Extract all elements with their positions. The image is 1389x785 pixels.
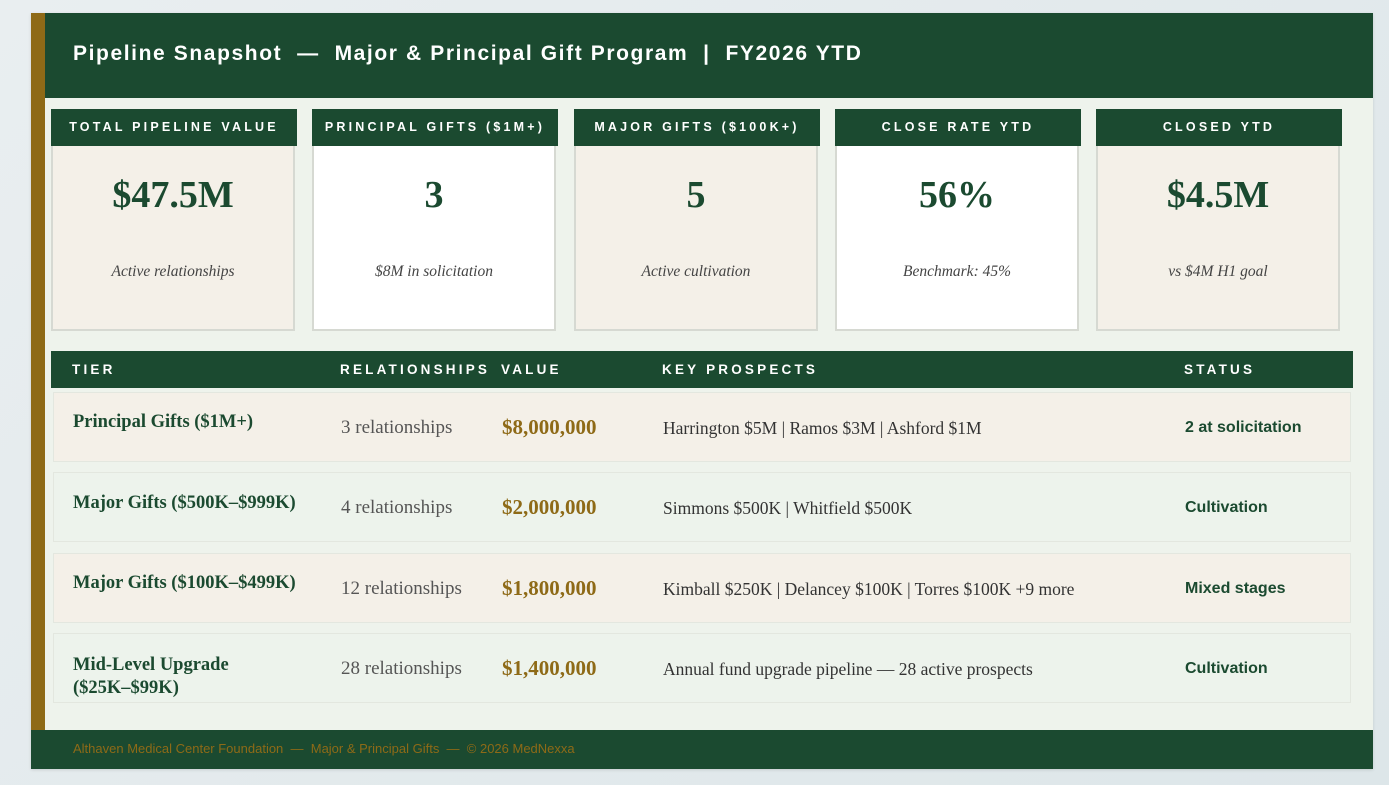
status-cell: Mixed stages [1185,580,1286,597]
kpi-subtext: Active cultivation [641,263,751,280]
kpi-label: PRINCIPAL GIFTS ($1M+) [312,109,558,146]
kpi-card-close-rate [835,109,1079,331]
kpi-card-principal-gifts [312,109,556,331]
column-header-relationships: RELATIONSHIPS [340,362,491,377]
footer-text: Althaven Medical Center Foundation — Major & Principal Gifts — © 2026 MedNexxa [73,741,575,756]
tier-cell: Mid-Level Upgrade ($25K–$99K) [73,655,229,698]
key-prospects-cell: Harrington $5M | Ramos $3M | Ashford $1M [663,418,982,438]
key-prospects-cell: Kimball $250K | Delancey $100K | Torres $100K +9 more [663,579,1075,599]
relationships-cell: 12 relationships [341,578,462,599]
kpi-label: CLOSED YTD [1096,109,1342,146]
accent-bar [31,13,45,769]
kpi-subtext: vs $4M H1 goal [1168,263,1268,280]
status-cell: Cultivation [1185,660,1268,677]
kpi-card-total-pipeline [51,109,295,331]
column-header-key-prospects: KEY PROSPECTS [662,362,819,377]
header-banner [45,13,1373,98]
kpi-value: $4.5M [1166,174,1270,216]
key-prospects-cell: Simmons $500K | Whitfield $500K [663,498,913,518]
page-title: Pipeline Snapshot — Major & Principal Gift Program | FY2026 YTD [73,42,863,65]
kpi-label: MAJOR GIFTS ($100K+) [574,109,820,146]
relationships-cell: 4 relationships [341,497,453,518]
column-header-status: STATUS [1184,362,1256,377]
kpi-card-closed-ytd [1096,109,1340,331]
table-row [53,553,1351,623]
kpi-value: $47.5M [112,174,234,216]
kpi-label: CLOSE RATE YTD [835,109,1081,146]
status-cell: Cultivation [1185,499,1268,516]
relationships-cell: 3 relationships [341,417,453,438]
snapshot-panel [31,13,1373,769]
key-prospects-cell: Annual fund upgrade pipeline — 28 active prospects [663,659,1033,679]
kpi-subtext: $8M in solicitation [375,263,493,280]
column-header-tier: TIER [72,362,116,377]
status-cell: 2 at solicitation [1185,419,1302,436]
kpi-label: TOTAL PIPELINE VALUE [51,109,297,146]
table-header [51,351,1353,388]
footer-bar [31,730,1373,769]
kpi-subtext: Benchmark: 45% [902,263,1012,280]
kpi-subtext: Active relationships [111,263,235,280]
tier-cell: Major Gifts ($500K–$999K) [73,493,296,513]
table-row [53,392,1351,462]
kpi-value: 3 [424,174,444,216]
column-header-value: VALUE [501,362,562,377]
value-cell: $1,400,000 [502,656,597,680]
tier-cell: Major Gifts ($100K–$499K) [73,573,296,593]
relationships-cell: 28 relationships [341,658,462,679]
table-row [53,633,1351,703]
table-row [53,472,1351,542]
value-cell: $2,000,000 [502,495,597,519]
value-cell: $1,800,000 [502,576,597,600]
kpi-value: 5 [686,174,706,216]
tier-cell: Principal Gifts ($1M+) [73,412,254,432]
kpi-card-major-gifts [574,109,818,331]
kpi-value: 56% [919,174,995,216]
value-cell: $8,000,000 [502,415,597,439]
